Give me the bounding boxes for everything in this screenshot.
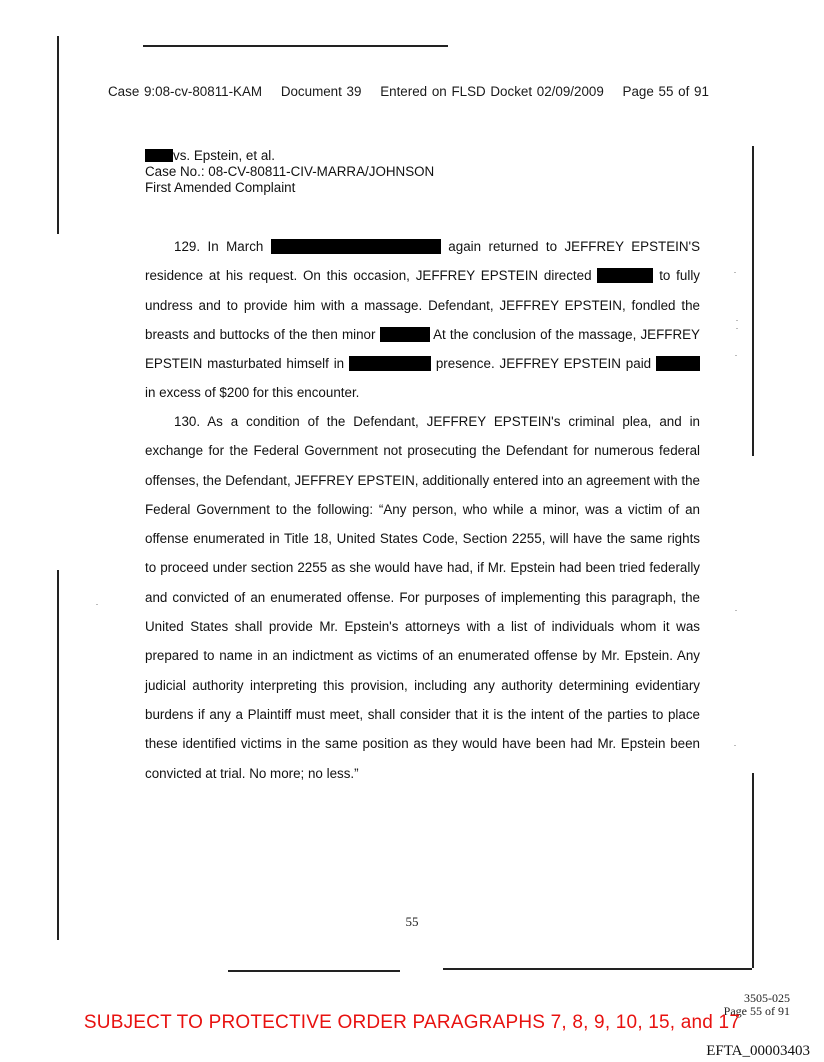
caption-title: vs. Epstein, et al. xyxy=(173,148,275,163)
scan-speck xyxy=(734,745,736,746)
case-number: Case 9:08-cv-80811-KAM xyxy=(108,84,263,99)
left-scan-line-lower xyxy=(57,570,59,940)
redaction xyxy=(380,327,430,342)
stamp-id: 3505-025 xyxy=(744,991,790,1005)
bottom-rule-right xyxy=(443,968,752,970)
right-scan-line xyxy=(752,146,754,456)
protective-order-notice: SUBJECT TO PROTECTIVE ORDER PARAGRAPHS 7, 8, 9, 10, 15, and 17 xyxy=(83,1012,741,1033)
docket-entry: Entered on FLSD Docket 02/09/2009 xyxy=(380,84,604,99)
scan-speck xyxy=(96,604,98,605)
bottom-rule-left xyxy=(228,970,400,972)
top-rule xyxy=(143,45,448,47)
redaction xyxy=(656,356,700,371)
page-number: 55 xyxy=(405,914,419,929)
redaction xyxy=(597,268,653,283)
scan-speck xyxy=(735,610,737,611)
redaction xyxy=(349,356,431,371)
case-caption xyxy=(145,148,434,196)
header-page: Page 55 of 91 xyxy=(622,84,709,99)
left-scan-line xyxy=(57,36,59,234)
redaction xyxy=(145,149,173,162)
stamp-page: Page 55 of 91 xyxy=(723,1004,790,1018)
right-scan-line-lower xyxy=(752,773,754,968)
scan-speck xyxy=(736,328,738,329)
docket-header xyxy=(108,84,709,99)
document-number: Document 39 xyxy=(280,84,362,99)
scan-speck xyxy=(734,272,736,273)
redaction xyxy=(271,239,441,254)
scan-speck xyxy=(735,355,737,356)
bates-number: EFTA_00003403 xyxy=(706,1043,810,1059)
caption-case-no: Case No.: 08-CV-80811-CIV-MARRA/JOHNSON xyxy=(145,164,435,179)
paragraph-129: 129. In March again returned to JEFFREY EPSTEIN'S residence at his request. On this occasion, JEFFREY EPSTEIN directed to fully undress and to provide him with a massage. Defendant, JEFFREY EPSTEIN, fondled the breasts and buttocks of the then minor At the conclusion of the massage, JEFFREY EPSTEIN masturbated himself in presence. JEFFREY EPSTEIN paid in excess of $200 for this encounter. xyxy=(145,239,700,401)
paragraph-130: 130. As a condition of the Defendant, JEFFREY EPSTEIN's criminal plea, and in exchange for the Federal Government not prosecuting the Defendant for numerous federal offenses, the Defendant, JEFFREY EPSTEIN, additionally entered into an agreement with the Federal Government to the following: “Any person, who while a minor, was a victim of an offense enumerated in Title 18, United States Code, Section 2255, will have the same rights to proceed under section 2255 as she would have had, if Mr. Epstein had been tried federally and convicted of an enumerated offense. For purposes of implementing this paragraph, the United States shall provide Mr. Epstein's attorneys with a list of individuals whom it was prepared to name in an indictment as victims of an enumerated offense by Mr. Epstein. Any judicial authority interpreting this provision, including any authority determining evidentiary burdens if any a Plaintiff must meet, shall consider that it is the intent of the parties to place these identified victims in the same position as they would have been had Mr. Epstein been convicted at trial. No more; no less.” xyxy=(145,414,700,781)
scan-speck xyxy=(736,320,738,321)
caption-doc-type: First Amended Complaint xyxy=(145,180,296,195)
